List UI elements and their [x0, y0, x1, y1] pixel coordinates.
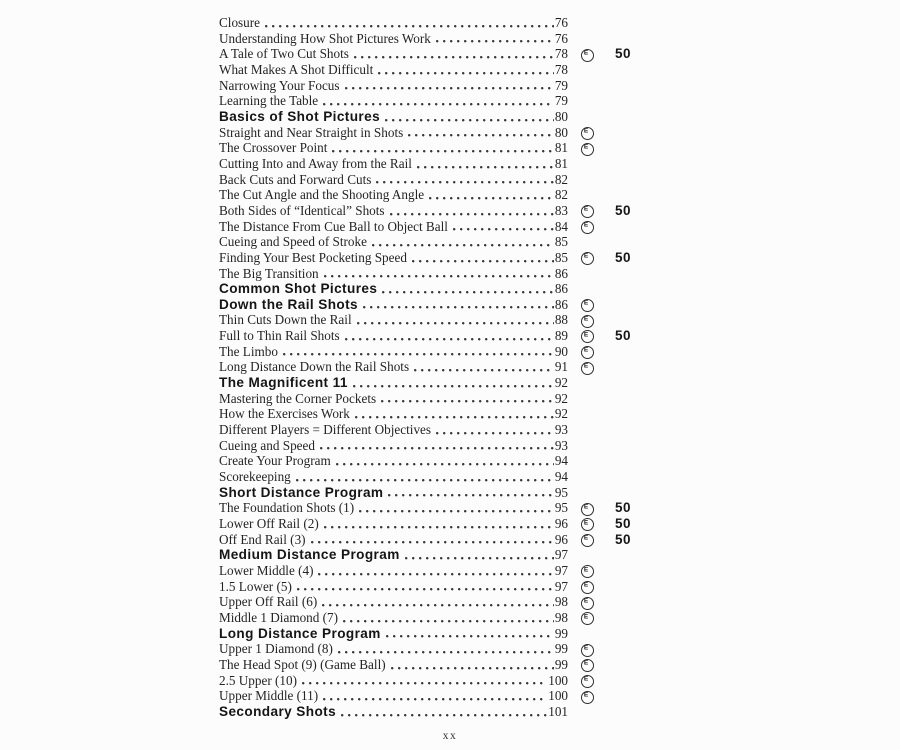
- toc-entry-row: [219, 641, 640, 657]
- toc-entry-row: [219, 250, 640, 266]
- toc-entry-row: [219, 453, 640, 469]
- toc-entry-row: [219, 359, 640, 375]
- toc-entry-title: The Crossover Point: [219, 140, 328, 156]
- exercise-icon-letter: E: [583, 659, 589, 667]
- toc-entry-page-number: 91: [554, 359, 568, 375]
- toc-entry-title: Closure: [219, 15, 261, 30]
- toc-entry-title: Long Distance Program: [219, 625, 381, 641]
- toc-entry-page-number: 98: [554, 609, 568, 625]
- toc-entry-title: Short Distance Program: [219, 484, 384, 500]
- icon-cell: [568, 470, 606, 483]
- dot-leader: [332, 140, 553, 156]
- exercise-icon: [581, 299, 594, 312]
- toc-entry-row: [219, 610, 640, 626]
- exercise-icon: [581, 612, 594, 625]
- exercise-icon-letter: E: [583, 49, 589, 57]
- exercise-icon-letter: E: [583, 127, 589, 135]
- exercise-icon: [581, 503, 594, 516]
- toc-entry-title: Cutting Into and Away from the Rail: [219, 155, 412, 171]
- toc-entry-page-number: 100: [548, 672, 568, 688]
- dot-leader: [429, 187, 554, 203]
- icon-cell: [568, 564, 606, 577]
- dot-leader: [391, 657, 554, 673]
- exercise-icon-letter: E: [583, 346, 589, 354]
- toc-entry-row: [219, 594, 640, 610]
- icon-cell: [568, 345, 606, 358]
- toc-entry-page-number: 90: [554, 343, 568, 359]
- dot-leader: [343, 610, 554, 626]
- toc-entry-page-number: 83: [554, 202, 568, 218]
- toc-entry-page-number: 82: [554, 187, 568, 203]
- toc-section-heading-row: [219, 626, 640, 642]
- dot-leader: [323, 688, 547, 704]
- dot-leader: [436, 31, 554, 47]
- exercise-icon: [581, 315, 594, 328]
- exercise-icon: [581, 49, 594, 62]
- toc-entry-page-number: 94: [554, 469, 568, 485]
- dot-leader: [408, 125, 554, 141]
- score-value: 50: [614, 516, 632, 531]
- toc-entry-title: Upper 1 Diamond (8): [219, 641, 333, 657]
- toc-entry-title: Narrowing Your Focus: [219, 77, 340, 93]
- toc-entry-title: Upper Middle (11): [219, 688, 319, 704]
- toc-entry-title: Finding Your Best Pocketing Speed: [219, 249, 407, 265]
- toc-entry-page-number: 94: [554, 453, 568, 469]
- icon-cell: [568, 658, 606, 671]
- dot-leader: [338, 641, 554, 657]
- exercise-icon-letter: E: [583, 675, 589, 683]
- exercise-icon-letter: E: [583, 362, 589, 370]
- toc-entry-title: Off End Rail (3): [219, 531, 306, 547]
- score-cell: [606, 46, 640, 62]
- toc-entry-page-number: 97: [554, 547, 568, 563]
- toc-entry-row: [219, 563, 640, 579]
- icon-cell: [568, 95, 606, 108]
- icon-cell: [568, 611, 606, 624]
- dot-leader: [323, 93, 554, 109]
- icon-cell: [568, 126, 606, 139]
- dot-leader: [412, 250, 554, 266]
- table-of-contents: [219, 15, 640, 720]
- dot-leader: [354, 46, 554, 62]
- dot-leader: [388, 485, 553, 501]
- exercise-icon: [581, 143, 594, 156]
- folio-page-number: xx: [442, 730, 458, 742]
- toc-entry-page-number: 86: [554, 281, 568, 297]
- icon-cell: [568, 643, 606, 656]
- toc-entry-title: Scorekeeping: [219, 469, 291, 485]
- toc-entry-title: Common Shot Pictures: [219, 281, 378, 297]
- toc-entry-page-number: 93: [554, 437, 568, 453]
- exercise-icon-letter: E: [583, 143, 589, 151]
- exercise-icon-letter: E: [583, 613, 589, 621]
- toc-entry-page-number: 85: [554, 249, 568, 265]
- toc-entry-title: Different Players = Different Objectives: [219, 422, 432, 438]
- exercise-icon: [581, 691, 594, 704]
- toc-entry-title: Full to Thin Rail Shots: [219, 328, 340, 344]
- dot-leader: [382, 281, 554, 297]
- dot-leader: [302, 673, 547, 689]
- icon-cell: [568, 455, 606, 468]
- exercise-icon-letter: E: [583, 597, 589, 605]
- toc-entry-title: The Limbo: [219, 343, 278, 359]
- toc-entry-page-number: 80: [554, 108, 568, 124]
- toc-entry-row: [219, 406, 640, 422]
- toc-entry-row: [219, 31, 640, 47]
- toc-entry-row: [219, 673, 640, 689]
- toc-entry-title: How the Exercises Work: [219, 406, 350, 422]
- toc-entry-page-number: 96: [554, 516, 568, 531]
- toc-entry-page-number: 99: [554, 641, 568, 657]
- dot-leader: [345, 328, 554, 344]
- dot-leader: [353, 375, 554, 391]
- toc-entry-row: [219, 312, 640, 328]
- toc-section-heading-row: [219, 547, 640, 563]
- icon-cell: [568, 173, 606, 186]
- icon-cell: [568, 549, 606, 562]
- dot-leader: [311, 532, 554, 548]
- toc-entry-row: [219, 140, 640, 156]
- dot-leader: [322, 594, 554, 610]
- toc-entry-title: Lower Off Rail (2): [219, 516, 319, 531]
- score-cell: [606, 500, 640, 516]
- toc-section-heading-row: [219, 297, 640, 313]
- icon-cell: [568, 705, 606, 718]
- toc-entry-page-number: 89: [554, 328, 568, 344]
- icon-cell: [568, 533, 606, 546]
- score-cell: [606, 250, 640, 266]
- icon-cell: [568, 361, 606, 374]
- dot-leader: [336, 453, 554, 469]
- exercise-icon: [581, 205, 594, 218]
- icon-cell: [568, 423, 606, 436]
- icon-cell: [568, 267, 606, 280]
- toc-entry-page-number: 78: [554, 46, 568, 62]
- toc-entry-row: [219, 438, 640, 454]
- exercise-icon-letter: E: [583, 299, 589, 307]
- toc-entry-title: Learning the Table: [219, 93, 319, 109]
- toc-entry-title: 1.5 Lower (5): [219, 578, 292, 594]
- toc-entry-page-number: 95: [554, 484, 568, 500]
- icon-cell: [568, 32, 606, 45]
- toc-entry-title: The Magnificent 11: [219, 375, 348, 391]
- dot-leader: [386, 626, 554, 642]
- toc-section-heading-row: [219, 485, 640, 501]
- toc-entry-row: [219, 469, 640, 485]
- exercise-icon-letter: E: [583, 205, 589, 213]
- dot-leader: [376, 172, 553, 188]
- toc-entry-page-number: 82: [554, 171, 568, 187]
- dot-leader: [363, 297, 554, 313]
- icon-cell: [568, 580, 606, 593]
- toc-entry-row: [219, 391, 640, 407]
- icon-cell: [568, 439, 606, 452]
- toc-section-heading-row: [219, 109, 640, 125]
- toc-entry-row: [219, 500, 640, 516]
- dot-leader: [378, 62, 553, 78]
- dot-leader: [355, 406, 554, 422]
- dot-leader: [318, 563, 553, 579]
- toc-entry-row: [219, 78, 640, 94]
- toc-section-heading-row: [219, 281, 640, 297]
- toc-entry-page-number: 93: [554, 422, 568, 438]
- toc-entry-title: Both Sides of “Identical” Shots: [219, 202, 385, 218]
- toc-entry-page-number: 79: [554, 77, 568, 93]
- toc-entry-title: Back Cuts and Forward Cuts: [219, 171, 372, 187]
- toc-entry-title: Understanding How Shot Pictures Work: [219, 30, 431, 46]
- toc-entry-row: [219, 328, 640, 344]
- exercise-icon-letter: E: [583, 221, 589, 229]
- icon-cell: [568, 298, 606, 311]
- exercise-icon: [581, 565, 594, 578]
- score-value: 50: [614, 531, 632, 547]
- toc-entry-page-number: 86: [554, 265, 568, 281]
- icon-cell: [568, 142, 606, 155]
- icon-cell: [568, 16, 606, 29]
- icon-cell: [568, 236, 606, 249]
- icon-cell: [568, 314, 606, 327]
- icon-cell: [568, 674, 606, 687]
- toc-entry-page-number: 92: [554, 375, 568, 391]
- dot-leader: [341, 704, 547, 720]
- toc-entry-row: [219, 532, 640, 548]
- toc-entry-row: [219, 93, 640, 109]
- exercise-icon-letter: E: [583, 691, 589, 699]
- toc-entry-page-number: 88: [554, 312, 568, 328]
- toc-entry-page-number: 81: [554, 155, 568, 171]
- icon-cell: [568, 63, 606, 76]
- toc-entry-row: [219, 46, 640, 62]
- dot-leader: [324, 266, 554, 282]
- toc-entry-title: The Big Transition: [219, 265, 319, 281]
- icon-cell: [568, 48, 606, 61]
- score-value: 50: [614, 249, 632, 265]
- toc-entry-page-number: 97: [554, 578, 568, 594]
- toc-entry-row: [219, 219, 640, 235]
- score-cell: [606, 203, 640, 219]
- dot-leader: [405, 547, 554, 563]
- toc-entry-row: [219, 156, 640, 172]
- score-value: 50: [614, 46, 632, 62]
- toc-entry-page-number: 99: [554, 656, 568, 672]
- toc-entry-title: Create Your Program: [219, 453, 331, 469]
- icon-cell: [568, 251, 606, 264]
- toc-entry-title: Secondary Shots: [219, 703, 337, 719]
- exercise-icon: [581, 644, 594, 657]
- toc-section-heading-row: [219, 704, 640, 720]
- dot-leader: [417, 156, 554, 172]
- toc-entry-row: [219, 234, 640, 250]
- toc-entry-row: [219, 15, 640, 31]
- score-value: 50: [614, 328, 632, 344]
- toc-entry-row: [219, 344, 640, 360]
- exercise-icon: [581, 252, 594, 265]
- exercise-icon: [581, 534, 594, 547]
- exercise-icon-letter: E: [583, 534, 589, 542]
- toc-entry-row: [219, 422, 640, 438]
- toc-entry-page-number: 86: [554, 296, 568, 312]
- toc-entry-title: Upper Off Rail (6): [219, 594, 318, 610]
- icon-cell: [568, 220, 606, 233]
- toc-entry-row: [219, 172, 640, 188]
- toc-entry-page-number: 84: [554, 218, 568, 234]
- exercise-icon-letter: E: [583, 315, 589, 323]
- score-cell: [606, 328, 640, 344]
- toc-entry-title: Down the Rail Shots: [219, 296, 359, 312]
- dot-leader: [390, 203, 554, 219]
- toc-entry-page-number: 101: [548, 703, 568, 719]
- icon-cell: [568, 376, 606, 389]
- icon-cell: [568, 627, 606, 640]
- dot-leader: [345, 78, 554, 94]
- toc-entry-row: [219, 516, 640, 532]
- dot-leader: [453, 219, 554, 235]
- dot-leader: [357, 312, 554, 328]
- toc-entry-row: [219, 266, 640, 282]
- toc-entry-title: A Tale of Two Cut Shots: [219, 46, 349, 62]
- toc-entry-page-number: 97: [554, 562, 568, 578]
- icon-cell: [568, 189, 606, 202]
- toc-entry-title: Cueing and Speed: [219, 437, 315, 453]
- exercise-icon: [581, 581, 594, 594]
- icon-cell: [568, 596, 606, 609]
- toc-entry-page-number: 99: [554, 625, 568, 641]
- toc-entry-title: Basics of Shot Pictures: [219, 108, 381, 124]
- toc-entry-title: Thin Cuts Down the Rail: [219, 312, 352, 328]
- toc-entry-title: Lower Middle (4): [219, 562, 314, 578]
- toc-entry-title: 2.5 Upper (10): [219, 672, 298, 688]
- toc-entry-title: Straight and Near Straight in Shots: [219, 124, 404, 140]
- toc-entry-page-number: 96: [554, 531, 568, 547]
- dot-leader: [372, 234, 554, 250]
- dot-leader: [297, 579, 554, 595]
- toc-entry-row: [219, 657, 640, 673]
- score-value: 50: [614, 500, 632, 516]
- icon-cell: [568, 486, 606, 499]
- score-cell: [606, 516, 640, 532]
- icon-cell: [568, 517, 606, 530]
- icon-cell: [568, 157, 606, 170]
- dot-leader: [414, 359, 554, 375]
- icon-cell: [568, 79, 606, 92]
- toc-entry-page-number: 80: [554, 124, 568, 140]
- dot-leader: [381, 391, 554, 407]
- dot-leader: [385, 109, 554, 125]
- toc-entry-row: [219, 125, 640, 141]
- toc-entry-page-number: 76: [554, 30, 568, 46]
- toc-entry-page-number: 92: [554, 390, 568, 406]
- toc-entry-title: Medium Distance Program: [219, 547, 400, 563]
- toc-entry-title: Middle 1 Diamond (7): [219, 609, 339, 625]
- page-footer: [0, 730, 900, 742]
- toc-entry-row: [219, 579, 640, 595]
- dot-leader: [359, 500, 554, 516]
- toc-entry-page-number: 81: [554, 140, 568, 156]
- toc-entry-title: What Makes A Shot Difficult: [219, 61, 374, 77]
- exercise-icon-letter: E: [583, 581, 589, 589]
- toc-entry-title: The Distance From Cue Ball to Object Ball: [219, 218, 448, 234]
- toc-entry-page-number: 85: [554, 234, 568, 250]
- toc-entry-title: Long Distance Down the Rail Shots: [219, 359, 410, 375]
- exercise-icon-letter: E: [583, 644, 589, 652]
- exercise-icon: [581, 518, 594, 531]
- icon-cell: [568, 110, 606, 123]
- toc-entry-title: The Head Spot (9) (Game Ball): [219, 656, 386, 672]
- toc-entry-row: [219, 187, 640, 203]
- score-cell: [606, 532, 640, 548]
- toc-entry-title: Mastering the Corner Pockets: [219, 390, 377, 406]
- exercise-icon: [581, 659, 594, 672]
- icon-cell: [568, 329, 606, 342]
- exercise-icon-letter: E: [583, 503, 589, 511]
- toc-entry-row: [219, 203, 640, 219]
- exercise-icon: [581, 127, 594, 140]
- icon-cell: [568, 502, 606, 515]
- exercise-icon: [581, 221, 594, 234]
- dot-leader: [436, 422, 554, 438]
- exercise-icon: [581, 330, 594, 343]
- toc-entry-page-number: 78: [554, 61, 568, 77]
- exercise-icon: [581, 346, 594, 359]
- dot-leader: [296, 469, 554, 485]
- exercise-icon-letter: E: [583, 331, 589, 339]
- toc-entry-title: The Foundation Shots (1): [219, 500, 355, 516]
- exercise-icon: [581, 597, 594, 610]
- exercise-icon-letter: E: [583, 252, 589, 260]
- icon-cell: [568, 408, 606, 421]
- score-value: 50: [614, 202, 632, 218]
- toc-entry-page-number: 92: [554, 406, 568, 422]
- exercise-icon: [581, 675, 594, 688]
- icon-cell: [568, 690, 606, 703]
- dot-leader: [265, 15, 554, 31]
- dot-leader: [283, 344, 554, 360]
- toc-entry-page-number: 79: [554, 93, 568, 109]
- exercise-icon-letter: E: [583, 566, 589, 574]
- exercise-icon-letter: E: [583, 519, 589, 527]
- toc-entry-row: [219, 688, 640, 704]
- icon-cell: [568, 204, 606, 217]
- exercise-icon: [581, 362, 594, 375]
- icon-cell: [568, 282, 606, 295]
- toc-entry-page-number: 98: [554, 594, 568, 610]
- toc-section-heading-row: [219, 375, 640, 391]
- dot-leader: [320, 438, 554, 454]
- toc-entry-page-number: 95: [554, 500, 568, 516]
- toc-entry-row: [219, 62, 640, 78]
- toc-entry-page-number: 100: [548, 688, 568, 704]
- icon-cell: [568, 392, 606, 405]
- toc-entry-page-number: 76: [554, 15, 568, 30]
- dot-leader: [324, 516, 554, 532]
- toc-entry-title: The Cut Angle and the Shooting Angle: [219, 187, 425, 203]
- toc-entry-title: Cueing and Speed of Stroke: [219, 234, 367, 250]
